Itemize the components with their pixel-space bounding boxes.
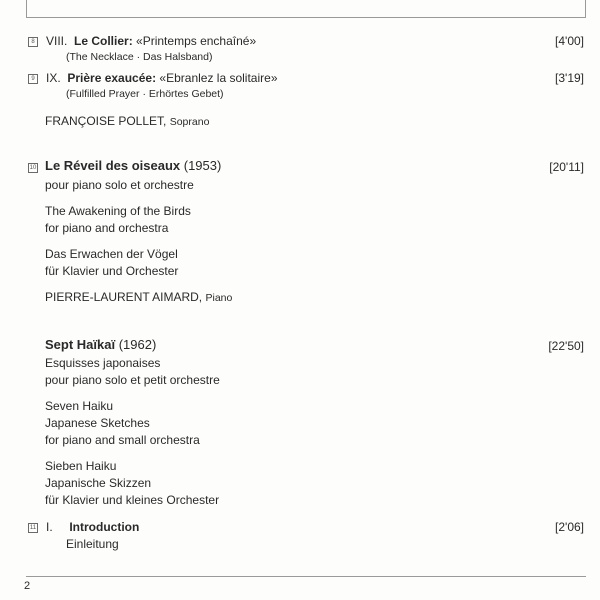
track-number-11: 11 [29, 525, 37, 531]
movement-number: IX. [46, 71, 61, 85]
work-line: Das Erwachen der Vögel [45, 247, 178, 261]
movement-viii [46, 34, 256, 48]
top-rule [26, 17, 586, 18]
movement-title: Introduction [69, 520, 140, 534]
movement-title: Prière exaucée: [67, 71, 157, 85]
work-line: pour piano solo et petit orchestre [45, 373, 220, 387]
performer-pollet [45, 114, 209, 129]
track-number-8: 8 [28, 37, 38, 47]
duration: [3'19] [555, 71, 584, 85]
movement-subtitle: «Printemps enchaîné» [136, 34, 257, 48]
work-line: The Awakening of the Birds [45, 204, 191, 218]
movement-number: VIII. [46, 34, 68, 48]
work-line: for piano and small orchestra [45, 433, 200, 447]
movement-number: I. [46, 520, 53, 534]
work-line: Esquisses japonaises [45, 356, 161, 370]
work-title: Le Réveil des oiseaux [45, 158, 181, 173]
performer-aimard [45, 290, 232, 305]
work-line: für Klavier und Orchester [45, 264, 179, 278]
work-year: (1962) [118, 337, 157, 352]
track-number-9: 9 [28, 74, 38, 84]
work-line: Sieben Haiku [45, 459, 117, 473]
work-line: pour piano solo et orchestre [45, 178, 194, 192]
duration: [22'50] [548, 339, 584, 353]
movement-translation: (Fulfilled Prayer · Erhörtes Gebet) [66, 88, 224, 100]
work-title: Sept Haïkaï [45, 337, 116, 352]
performer-role: Soprano [169, 116, 210, 128]
left-rule [26, 0, 27, 18]
duration: [4'00] [555, 34, 584, 48]
work-line: für Klavier und kleines Orchester [45, 493, 220, 507]
work-haikai-title [45, 338, 156, 352]
work-line: Japanese Sketches [45, 416, 150, 430]
track-number-10: 10 [29, 165, 37, 171]
work-year: (1953) [183, 158, 222, 173]
work-reveil-title [45, 159, 221, 173]
performer-name: PIERRE-LAURENT AIMARD, [45, 290, 203, 304]
performer-name: FRANÇOISE POLLET, [45, 114, 167, 128]
movement-subtitle: «Ebranlez la solitaire» [159, 71, 278, 85]
performer-role: Piano [205, 292, 233, 304]
movement-i [46, 520, 139, 534]
work-line: Seven Haiku [45, 399, 114, 413]
duration: [2'06] [555, 520, 584, 534]
movement-ix [46, 71, 278, 85]
movement-translation: (The Necklace · Das Halsband) [66, 51, 213, 63]
movement-title: Le Collier: [74, 34, 133, 48]
duration: [20'11] [549, 160, 584, 174]
page-number: 2 [24, 580, 31, 592]
right-rule [585, 0, 586, 18]
bottom-rule [26, 576, 586, 577]
work-line: for piano and orchestra [45, 221, 169, 235]
work-line: Japanische Skizzen [45, 476, 152, 490]
movement-subtitle: Einleitung [66, 537, 119, 551]
